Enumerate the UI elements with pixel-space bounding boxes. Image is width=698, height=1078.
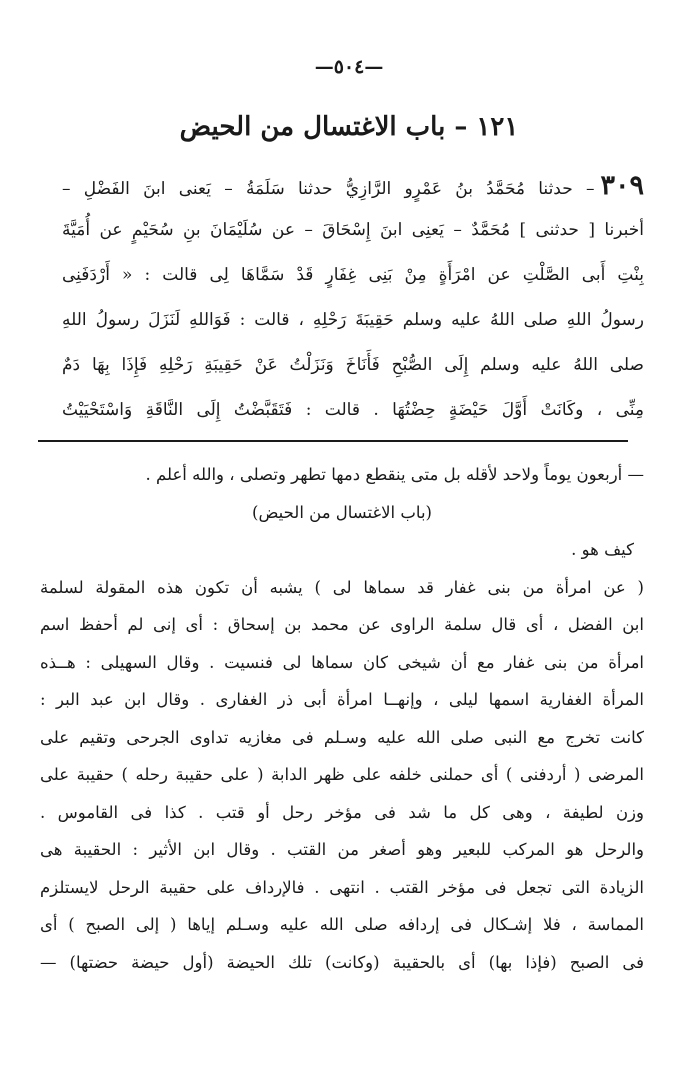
commentary-line: كيف هو .	[571, 540, 634, 559]
hadith-line: صلى اللهُ عليه وسلم إِلَى الصُّبْحِ فَأَنَاخَ وَنَزَلْتُ عَنْ حَقِيبَةِ رَحْلِهِ فَإِذَا بِهَا دَمٌ	[62, 355, 644, 375]
hadith-line: رسولُ اللهِ صلى اللهُ عليه وسلم حَقِيبَةَ رَحْلِهِ ، قالت : فَوَاللهِ لَنَزَلَ رسولُ اللهِ	[62, 310, 644, 330]
commentary-line: الزيادة التى تجعل فى مؤخر القتب . انتهى . فالإرداف على حقيبة الرحل لايستلزم	[40, 877, 644, 897]
commentary-line: امرأة من بنى غفار مع أن شيخى كان سماها لى فنسيت . وقال السهيلى : هــذه	[40, 652, 644, 672]
commentary-line: المماسة ، فلا إشـكال فى إردافه صلى الله عليه وسـلم إياها ( إلى الصبح ) أى	[40, 915, 644, 934]
hadith-line: أخبرنا [ حدثنى ] مُحَمَّدٌ – يَعنِى ابنَ إِسْحَاقَ – عن سُلَيْمَانَ بنِ سُحَيْمٍ عن أُمَيَّةَ	[62, 220, 644, 240]
commentary-line: كانت تخرج مع النبى صلى الله عليه وسـلم فى مغازيه تداوى الجرحى وتقيم على	[40, 727, 644, 747]
commentary-line: المرضى ( أردفنى ) أى حملنى خلفه على ظهر الدابة ( على حقيبة رحله ) حقيبة على	[40, 765, 644, 784]
commentary-line: ابن الفضل ، أى قال سلمة الراوى عن محمد بن إسحاق : أى إنى لم أحفظ اسم	[40, 615, 644, 634]
hadith-number: ٣٠٩	[600, 170, 644, 201]
commentary-line: — أربعون يوماً ولاحد لأقله بل متى ينقطع دمها تطهر وتصلى ، والله أعلم .	[145, 465, 644, 484]
commentary-text	[40, 456, 644, 981]
page-number: —٥٠٤—	[314, 56, 384, 78]
hadith-text	[62, 163, 644, 433]
footnote-divider	[38, 440, 628, 442]
commentary-line: فى الصبح (فإذا بها) أى بالحقيبة (وكانت) تلك الحيضة (أول حيضة حضتها) —	[40, 952, 644, 972]
hadith-line: بِنْتِ أَبى الصَّلْتِ عن امْرَأَةٍ مِنْ بَنِى غِفَارٍ قَدْ سَمَّاهَا لِى قالت : « أَرْدَفَنِى	[62, 265, 644, 285]
hadith-line: ٣٠٩– حدثنا مُحَمَّدُ بنُ عَمْرٍو الرَّازِيُّ حدثنا سَلَمَةُ – يَعنى ابنَ الفَضْلِ –	[62, 170, 644, 201]
hadith-line: مِنِّى ، وكَانَتْ أَوَّلَ حَيْضَةٍ حِضْتُهَا . قالت : فَتَقَبَّضْتُ إِلَى النَّاقَةِ وَاسْتَحْيَيْتُ	[62, 400, 644, 420]
commentary-line: وزن لطيفة ، وهى كل ما شد فى مؤخر رحل أو قتب . كذا فى القاموس .	[40, 802, 644, 822]
commentary-line: المرأة الغفارية اسمها ليلى ، وإنهــا امرأة أبى ذر الغفارى . وقال ابن عبد البر :	[40, 690, 644, 709]
commentary-line: والرحل هو المركب للبعير وهو أصغر من القتب . وقال ابن الأثير : الحقيبة هى	[40, 840, 644, 859]
commentary-line: ( عن امرأة من بنى غفار قد سماها لى ) يشبه أن تكون هذه المقولة لسلمة	[40, 577, 644, 597]
chapter-title: ١٢١ – باب الاغتسال من الحيض	[179, 112, 519, 142]
commentary-section-heading: (باب الاغتسال من الحيض)	[252, 502, 432, 522]
